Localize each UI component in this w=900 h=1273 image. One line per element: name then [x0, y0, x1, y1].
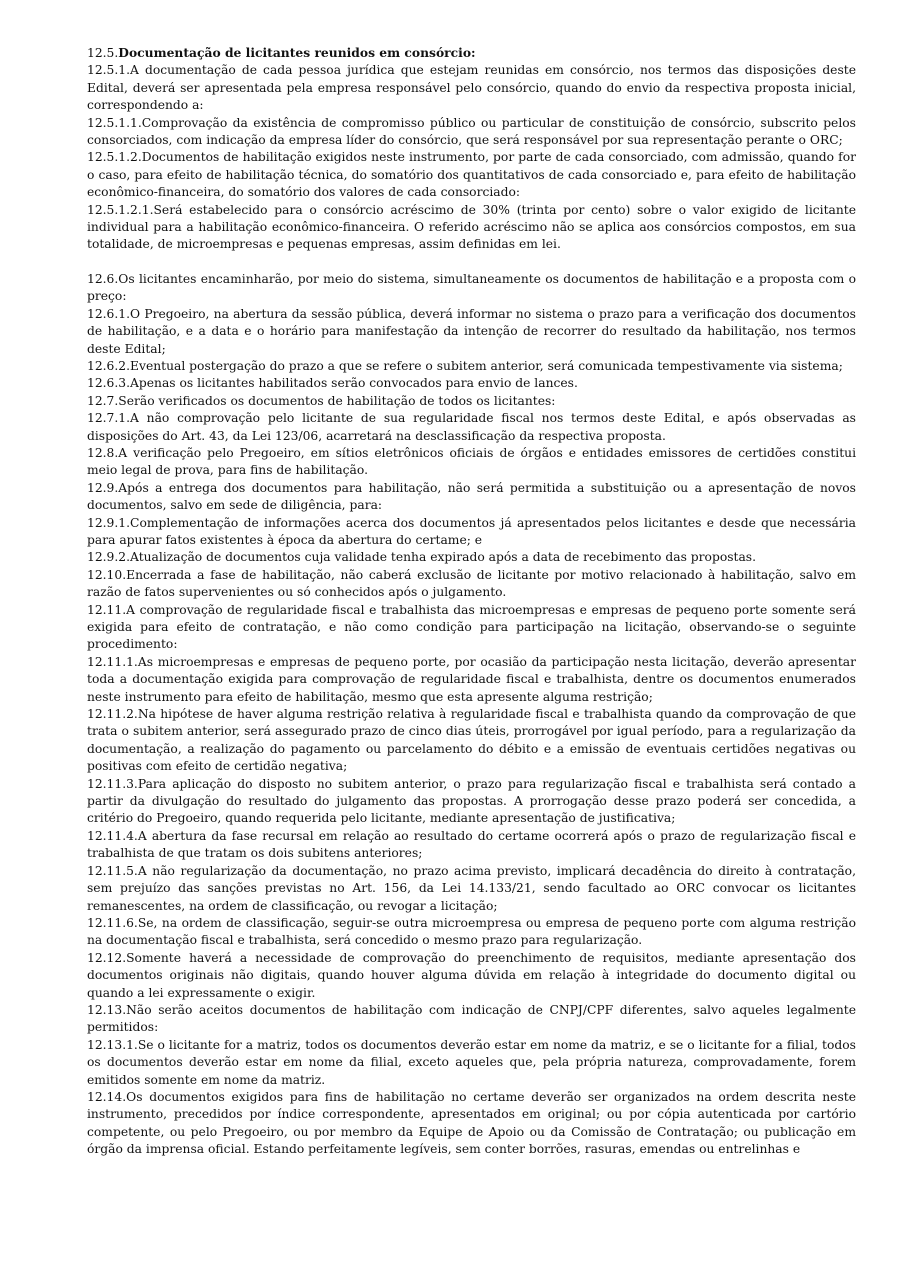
- paragraph-text: Encerrada a fase de habilitação, não caberá exclusão de licitante por motivo relacionado à habilitação, salvo em razão de fatos supervenientes ou só conhecidos após o julgamento.: [87, 567, 856, 600]
- paragraph-number: 12.6.: [87, 271, 119, 286]
- paragraph: [87, 950, 856, 1002]
- paragraph: [87, 375, 856, 392]
- section-number: 12.5.: [87, 46, 119, 60]
- paragraph-text: Os documentos exigidos para fins de habilitação no certame deverão ser organizados na ordem descrita neste instrumento, precedidos por índice correspondente, apresentados em original; ou por cópia autenticada por cartório competente, ou pelo Pregoeiro, ou por membro da Equipe de Apoio ou da Comissão de Contratação; ou publicação em órgão da imprensa oficial. Estando perfeitamente legíveis, sem conter borrões, rasuras, emendas ou entrelinhas e: [87, 1089, 856, 1157]
- paragraph-number: 12.9.2.: [87, 550, 131, 565]
- paragraph-number: 12.5.1.2.: [87, 150, 142, 165]
- paragraph-text: Apenas os licitantes habilitados serão convocados para envio de lances.: [130, 376, 578, 391]
- paragraph-group-habilitation: [87, 271, 856, 1159]
- paragraph-number: 12.5.1.2.1.: [87, 202, 154, 217]
- paragraph-number: 12.11.1.: [87, 654, 138, 669]
- paragraph: [87, 602, 856, 654]
- paragraph-number: 12.11.3.: [87, 776, 138, 791]
- paragraph-text: O Pregoeiro, na abertura da sessão pública, deverá informar no sistema o prazo para a verificação dos documentos de habilitação, e a data e o horário para manifestação da intenção de recorrer do resultado da habilitação, nos termos deste Edital;: [87, 306, 856, 356]
- paragraph: [87, 706, 856, 776]
- paragraph-number: 12.12.: [87, 950, 127, 965]
- paragraph-number: 12.11.2.: [87, 707, 138, 722]
- paragraph-number: 12.9.: [87, 480, 119, 495]
- paragraph-text: Na hipótese de haver alguma restrição relativa à regularidade fiscal e trabalhista quando da comprovação de que trata o subitem anterior, será assegurado prazo de cinco dias úteis, prorrogável por igual período, para a regularização da documentação, a realização do pagamento ou parcelamento do débito e a emissão de eventuais certidões negativas ou positivas com efeito de certidão negativa;: [87, 707, 856, 774]
- paragraph-number: 12.5.1.: [87, 63, 131, 78]
- paragraph-number: 12.6.3.: [87, 376, 131, 391]
- paragraph-number: 12.11.5.: [87, 863, 138, 878]
- paragraph: [87, 306, 856, 358]
- paragraph: [87, 445, 856, 480]
- paragraph-text: Somente haverá a necessidade de comprovação do preenchimento de requisitos, mediante apresentação dos documentos originais não digitais, quando houver alguma dúvida em relação à integridade do documento digital ou quando a lei expressamente o exigir.: [87, 950, 856, 1000]
- paragraph-text: Se, na ordem de classificação, seguir-se outra microempresa ou empresa de pequeno porte com alguma restrição na documentação fiscal e trabalhista, será concedido o mesmo prazo para regularização.: [87, 915, 856, 948]
- paragraph-number: 12.6.1.: [87, 306, 131, 321]
- paragraph-number: 12.7.: [87, 393, 119, 408]
- paragraph: [87, 62, 856, 114]
- paragraph-number: 12.11.: [87, 602, 127, 617]
- paragraph: [87, 480, 856, 515]
- paragraph-number: 12.13.1.: [87, 1037, 138, 1052]
- paragraph: [87, 393, 856, 410]
- section-title: Documentação de licitantes reunidos em consórcio:: [118, 45, 476, 60]
- paragraph-group-consortium: [87, 62, 856, 253]
- paragraph: [87, 1037, 856, 1089]
- paragraph: [87, 515, 856, 550]
- paragraph-text: Complementação de informações acerca dos documentos já apresentados pelos licitantes e desde que necessária para apurar fatos existentes à época da abertura do certame; e: [87, 515, 856, 547]
- paragraph-text: Será estabelecido para o consórcio acréscimo de 30% (trinta por cento) sobre o valor exigido de licitante individual para a habilitação econômico-financeira. O referido acréscimo não se aplica aos consórcios compostos, em sua totalidade, de microempresas e pequenas empresas, assim definidas em lei.: [87, 202, 856, 252]
- paragraph-number: 12.8.: [87, 445, 119, 460]
- paragraph-text: A comprovação de regularidade fiscal e trabalhista das microempresas e empresas de pequeno porte somente será exigida para efeito de contratação, e não como condição para participação na licitação, observando-se o seguinte procedimento:: [87, 602, 856, 652]
- paragraph-number: 12.7.1.: [87, 411, 131, 426]
- paragraph-number: 12.5.1.1.: [87, 115, 142, 130]
- paragraph: [87, 1089, 856, 1159]
- paragraph-text: As microempresas e empresas de pequeno porte, por ocasião da participação nesta licitação, deverão apresentar toda a documentação exigida para comprovação de regularidade fiscal e trabalhista, dentre os documentos enumerados neste instrumento para efeito de habilitação, mesmo que esta apresente alguma restrição;: [87, 654, 856, 704]
- paragraph: [87, 358, 856, 375]
- paragraph-text: Se o licitante for a matriz, todos os documentos deverão estar em nome da matriz, e se o licitante for a filial, todos os documentos deverão estar em nome da filial, exceto aqueles que, pela própria natureza, comprovadamente, forem emitidos somente em nome da matriz.: [87, 1037, 856, 1087]
- paragraph-text: Eventual postergação do prazo a que se refere o subitem anterior, será comunicada tempestivamente via sistema;: [130, 358, 843, 373]
- paragraph-text: Serão verificados os documentos de habilitação de todos os licitantes:: [118, 393, 556, 408]
- paragraph-text: A abertura da fase recursal em relação ao resultado do certame ocorrerá após o prazo de regularização fiscal e trabalhista de que tratam os dois subitens anteriores;: [87, 828, 856, 861]
- paragraph-text: Documentos de habilitação exigidos neste instrumento, por parte de cada consorciado, com admissão, quando for o caso, para efeito de habilitação técnica, do somatório dos quantitativos de cada consorciado e, para efeito de habilitação econômico-financeira, do somatório dos valores de cada consorciado:: [87, 150, 856, 200]
- paragraph-text: A documentação de cada pessoa jurídica que estejam reunidas em consórcio, nos termos das disposições deste Edital, deverá ser apresentada pela empresa responsável pelo consórcio, quando do envio da respectiva proposta inicial, correspondendo a:: [87, 63, 856, 113]
- paragraph: [87, 828, 856, 863]
- paragraph-number: 12.13.: [87, 1002, 127, 1017]
- paragraph: [87, 549, 856, 566]
- paragraph-text: Atualização de documentos cuja validade tenha expirado após a data de recebimento das propostas.: [130, 550, 757, 565]
- paragraph-text: Após a entrega dos documentos para habilitação, não será permitida a substituição ou a apresentação de novos documentos, salvo em sede de diligência, para:: [87, 480, 856, 513]
- paragraph-number: 12.11.6.: [87, 915, 138, 930]
- paragraph-number: 12.10.: [87, 567, 127, 582]
- paragraph-text: Os licitantes encaminharão, por meio do sistema, simultaneamente os documentos de habilitação e a proposta com o preço:: [87, 271, 856, 304]
- paragraph: [87, 863, 856, 915]
- paragraph-number: 12.9.1.: [87, 515, 131, 530]
- paragraph: [87, 115, 856, 150]
- paragraph: [87, 776, 856, 828]
- paragraph-text: Comprovação da existência de compromisso público ou particular de constituição de consórcio, subscrito pelos consorciados, com indicação da empresa líder do consórcio, que será responsável por sua representação perante o ORC;: [87, 115, 856, 148]
- paragraph-number: 12.11.4.: [87, 828, 138, 843]
- section-heading: [87, 44, 856, 62]
- blank-line: [87, 254, 856, 271]
- paragraph-text: Para aplicação do disposto no subitem anterior, o prazo para regularização fiscal e trabalhista será contado a partir da divulgação do resultado do julgamento das propostas. A prorrogação desse prazo poderá ser concedida, a critério do Pregoeiro, quando requerida pelo licitante, mediante apresentação de justificativa;: [87, 776, 856, 826]
- paragraph-text: A não comprovação pelo licitante de sua regularidade fiscal nos termos deste Edital, e após observadas as disposições do Art. 43, da Lei 123/06, acarretará na desclassificação da respectiva proposta.: [87, 411, 856, 443]
- paragraph: [87, 149, 856, 201]
- paragraph: [87, 271, 856, 306]
- paragraph-text: Não serão aceitos documentos de habilitação com indicação de CNPJ/CPF diferentes, salvo aqueles legalmente permitidos:: [87, 1002, 856, 1035]
- paragraph: [87, 1002, 856, 1037]
- paragraph: [87, 567, 856, 602]
- paragraph-number: 12.14.: [87, 1089, 127, 1104]
- paragraph-number: 12.6.2.: [87, 358, 131, 373]
- paragraph: [87, 202, 856, 254]
- paragraph-text: A não regularização da documentação, no prazo acima previsto, implicará decadência do direito à contratação, sem prejuízo das sanções previstas no Art. 156, da Lei 14.133/21, sendo facultado ao ORC convocar os licitantes remanescentes, na ordem de classificação, ou revogar a licitação;: [87, 863, 856, 913]
- paragraph: [87, 915, 856, 950]
- paragraph-text: A verificação pelo Pregoeiro, em sítios eletrônicos oficiais de órgãos e entidades emissores de certidões constitui meio legal de prova, para fins de habilitação.: [87, 445, 856, 478]
- paragraph: [87, 410, 856, 445]
- paragraph: [87, 654, 856, 706]
